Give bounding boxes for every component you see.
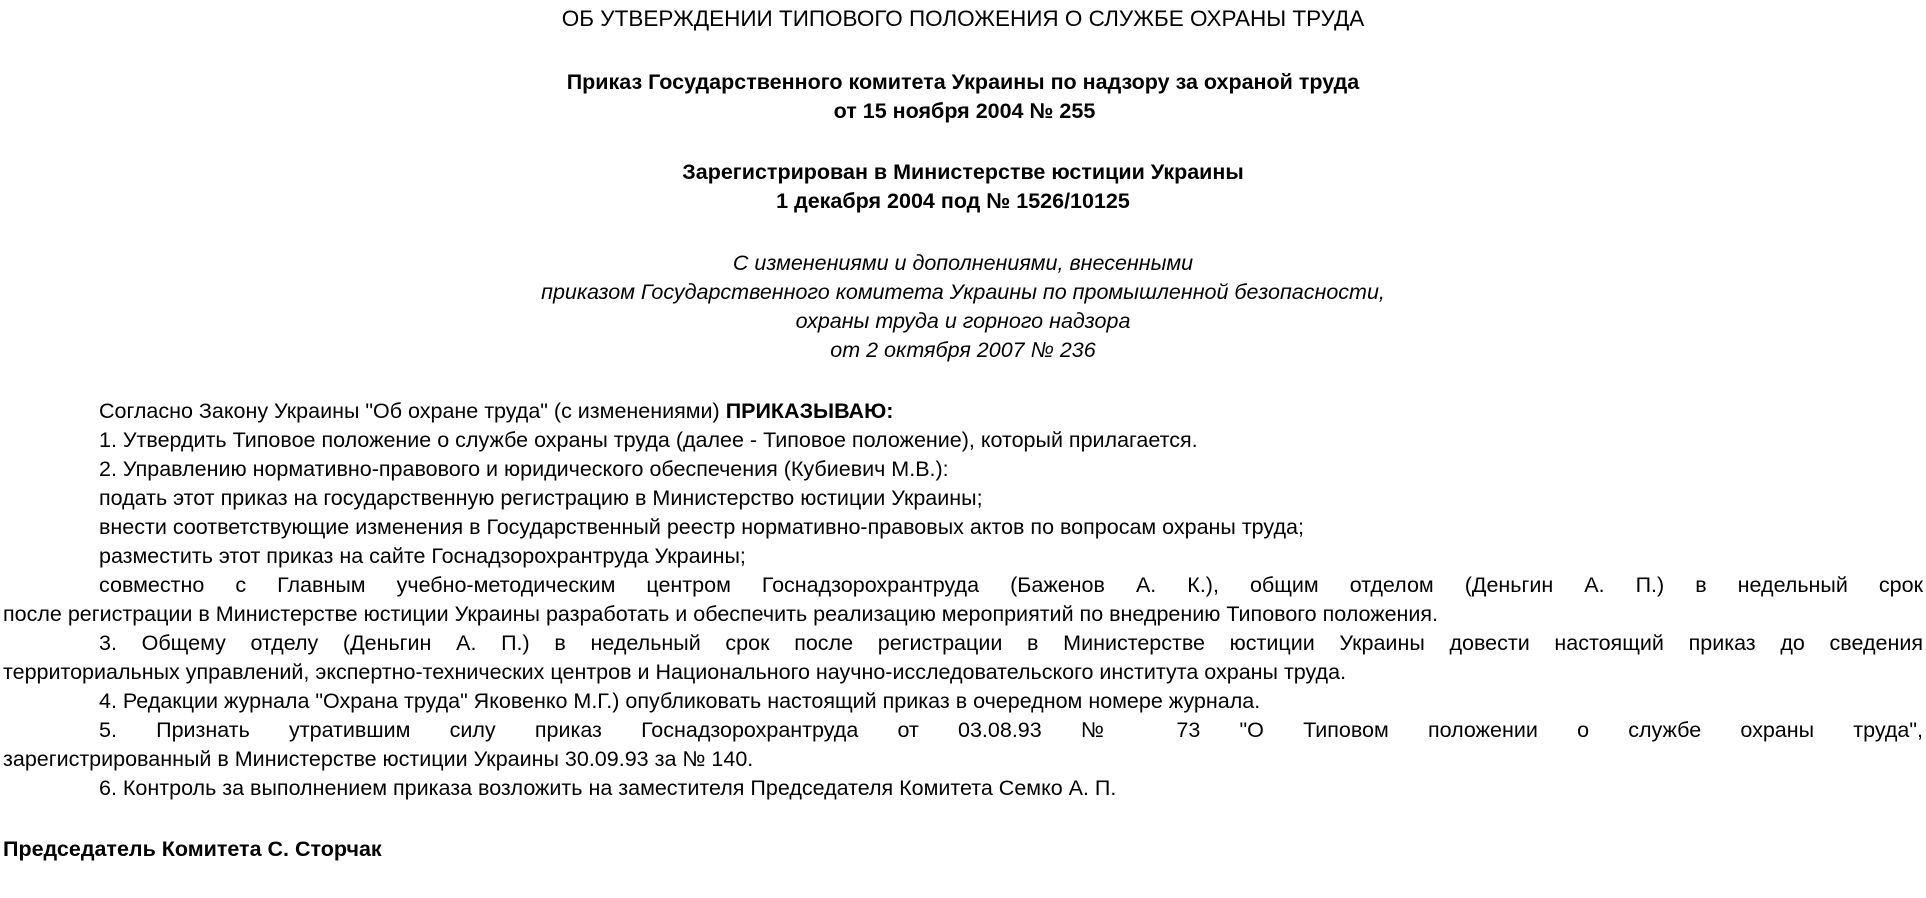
amendment-line-4: от 2 октября 2007 № 236 [830,338,1096,362]
item-2-sub-b: внести соответствующие изменения в Государственный реестр нормативно-правовых актов по вопросам охраны труда; [99,515,1304,539]
item-6: 6. Контроль за выполнением приказа возложить на заместителя Председателя Комитета Семко А. П. [99,776,1117,800]
amendment-line-3: охраны труда и горного надзора [795,309,1131,333]
amendment-line-1: С изменениями и дополнениями, внесенными [732,251,1194,275]
item-1: 1. Утвердить Типовое положение о службе охраны труда (далее - Типовое положение), который прилагается. [99,428,1198,452]
order-line-1: Приказ Государственного комитета Украины по надзору за охраной труда [566,70,1360,94]
item-4: 4. Редакции журнала "Охрана труда" Яковенко М.Г.) опубликовать настоящий приказ в очередном номере журнала. [99,689,1261,713]
item-2: 2. Управлению нормативно-правового и юридического обеспечения (Кубиевич М.В.): [99,457,949,481]
item-5-line-1: 5. Признать утратившим силу приказ Госнадзорохрантруда от 03.08.93 № 73 "О Типовом положении о службе охраны труда", [99,718,1923,742]
item-2-sub-d-line-1: совместно с Главным учебно-методическим центром Госнадзорохрантруда (Баженов А. К.), общим отделом (Деньгин А. П.) в недельный срок [99,573,1923,597]
item-3-line-2: территориальных управлений, экспертно-технических центров и Национального научно-исследовательского института охраны труда. [3,660,1347,684]
item-2-sub-c: разместить этот приказ на сайте Госнадзорохрантруда Украины; [99,544,746,568]
order-line-2: от 15 ноября 2004 № 255 [833,99,1096,123]
preamble-text: Согласно Закону Украины "Об охране труда" (с изменениями) [99,399,726,423]
amendment-line-2: приказом Государственного комитета Украины по промышленной безопасности, [541,280,1385,304]
preamble-order-word: ПРИКАЗЫВАЮ: [725,399,894,423]
registered-line-1: Зарегистрирован в Министерстве юстиции Украины [682,160,1244,184]
item-2-sub-a: подать этот приказ на государственную регистрацию в Министерство юстиции Украины; [99,486,983,510]
document-title: ОБ УТВЕРЖДЕНИИ ТИПОВОГО ПОЛОЖЕНИЯ О СЛУЖБЕ ОХРАНЫ ТРУДА [561,6,1365,31]
item-5-line-2: зарегистрированный в Министерстве юстиции Украины 30.09.93 за № 140. [3,747,754,771]
item-2-sub-d-line-2: после регистрации в Министерстве юстиции Украины разработать и обеспечить реализацию мероприятий по внедрению Типового положения. [3,602,1439,626]
item-3-line-1: 3. Общему отделу (Деньгин А. П.) в недельный срок после регистрации в Министерстве юстиции Украины довести настоящий приказ до сведения [99,631,1923,655]
registered-line-2: 1 декабря 2004 под № 1526/10125 [776,189,1130,213]
preamble [99,397,893,426]
signature: Председатель Комитета С. Сторчак [3,837,382,861]
